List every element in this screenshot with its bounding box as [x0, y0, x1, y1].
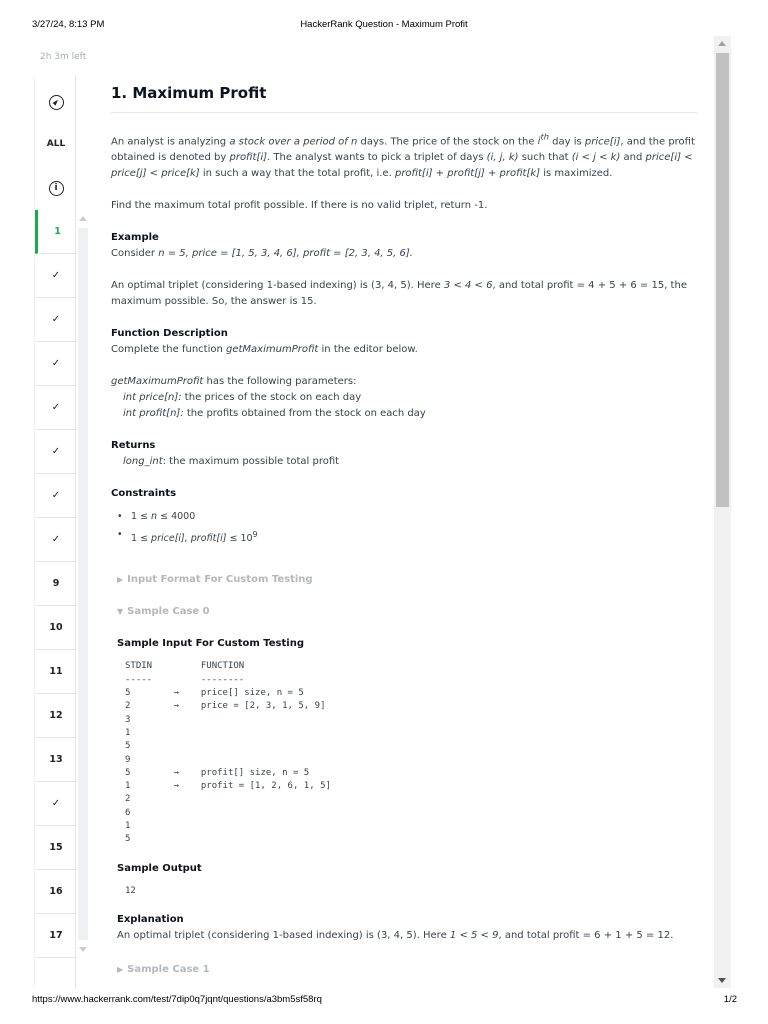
constraints-list	[111, 508, 697, 548]
question-nav-item[interactable]	[35, 562, 77, 606]
sample-case-1-toggle[interactable]	[117, 962, 697, 978]
returns-section	[111, 438, 697, 470]
question-number: 16	[49, 886, 63, 897]
parameters-section	[111, 374, 697, 422]
question-nav-item[interactable]	[35, 870, 77, 914]
constraints-heading: Constraints	[111, 488, 177, 500]
compass-icon	[49, 95, 64, 110]
parameters-intro: getMaximumProfit has the following parameters:	[111, 376, 357, 388]
triangle-right-icon: ▶	[117, 964, 124, 974]
input-format-label: Input Format For Custom Testing	[127, 574, 313, 586]
question-number: 17	[49, 930, 63, 941]
example-explanation: An optimal triplet (considering 1-based indexing) is (3, 4, 5). Here 3 < 4 < 6, and total profit = 4 + 5 + 6 = 15, the maximum possible. So, the answer is 15.	[111, 280, 687, 308]
sample-case-1-label: Sample Case 1	[127, 963, 210, 975]
print-page-number: 1/2	[723, 994, 737, 1005]
question-nav-item[interactable]	[35, 298, 77, 342]
checkmark-icon: ✓	[51, 446, 61, 457]
checkmark-icon: ✓	[51, 270, 61, 281]
checkmark-icon: ✓	[51, 358, 61, 369]
question-nav-item[interactable]	[35, 518, 77, 562]
constraint-item: • 1 ≤ price[i], profit[i] ≤ $10^9$	[117, 526, 697, 548]
function-description-heading: Function Description	[111, 328, 228, 340]
question-nav-item[interactable]	[35, 430, 77, 474]
scroll-up-icon[interactable]	[79, 216, 87, 221]
question-nav-item[interactable]	[35, 342, 77, 386]
triangle-down-icon: ▼	[117, 607, 124, 617]
constraint-item: • 1 ≤ n ≤ 4000	[117, 508, 697, 526]
question-nav-item[interactable]	[35, 210, 77, 254]
print-footer	[0, 994, 768, 1024]
sample-case-0-label: Sample Case 0	[127, 606, 210, 618]
input-format-toggle[interactable]	[117, 572, 697, 588]
question-nav-item[interactable]	[35, 474, 77, 518]
scroll-down-icon[interactable]	[718, 978, 726, 983]
question-nav-item[interactable]	[35, 650, 77, 694]
question-number: 1	[54, 226, 61, 237]
function-description-section	[111, 326, 697, 358]
checkmark-icon: ✓	[51, 402, 61, 413]
all-questions-button[interactable]	[35, 134, 77, 154]
task-statement: Find the maximum total profit possible. If there is no valid triplet, return -1.	[111, 200, 488, 212]
question-nav-item[interactable]	[35, 782, 77, 826]
print-title: HackerRank Question - Maximum Profit	[300, 19, 468, 30]
parameter-price: int price[n]: the prices of the stock on each day	[123, 392, 362, 404]
question-list	[35, 210, 77, 958]
time-left-timer: 2h 3m left	[40, 52, 87, 62]
question-nav-item[interactable]	[35, 694, 77, 738]
problem-statement: An analyst is analyzing a stock over a period of n days. The price of the stock on the $i^{th}$ day is price[i], and the profit obtained is denoted by profit[i]. The analyst wants to pick a triplet of days (i, j, k) such that (i < j < k) and price[i] < price[j] < price[k] in such a way that the total profit, i.e. profit[i] + profit[j] + profit[k] is maximized.	[111, 132, 695, 180]
sample-input-code: STDIN FUNCTION ----- -------- 5 → price[] size, n = 5 2 → price = [2, 3, 1, 5, 9] 3 1 5 9 5 → profit[] size, n = 5 1 → profit = [1, 2, 6, 1, 5] 2 6 1 5	[125, 661, 331, 845]
question-nav-item[interactable]	[35, 738, 77, 782]
sample-case-0	[111, 636, 697, 943]
print-url: https://www.hackerrank.com/test/7dip0q7jqnt/questions/a3bm5sf58rq	[32, 994, 322, 1005]
parameter-profit: int profit[n]: the profits obtained from the stock on each day	[123, 408, 426, 420]
info-button[interactable]	[35, 176, 77, 200]
constraints-section	[111, 486, 697, 548]
question-number: 9	[52, 578, 60, 589]
question-nav-item[interactable]	[35, 826, 77, 870]
sample-input-heading: Sample Input For Custom Testing	[117, 638, 304, 650]
print-header	[0, 0, 768, 40]
triangle-right-icon: ▶	[117, 575, 124, 585]
returns-heading: Returns	[111, 440, 156, 452]
info-icon: i	[49, 181, 64, 196]
sample-case-0-toggle[interactable]	[117, 604, 697, 620]
page-scroll-thumb[interactable]	[716, 53, 729, 507]
scroll-down-icon[interactable]	[79, 947, 87, 952]
checkmark-icon: ✓	[51, 490, 61, 501]
question-number: 15	[49, 842, 63, 853]
question-nav-item[interactable]	[35, 254, 77, 298]
question-nav-item[interactable]	[35, 606, 77, 650]
page-scrollbar[interactable]	[714, 36, 731, 988]
checkmark-icon: ✓	[51, 798, 61, 809]
question-title: 1. Maximum Profit	[111, 80, 697, 113]
question-number: 11	[49, 666, 63, 677]
question-number: 10	[49, 622, 63, 633]
all-questions-label: ALL	[46, 139, 66, 149]
navigator-scrollbar[interactable]	[76, 212, 90, 956]
sample-output-heading: Sample Output	[117, 862, 202, 874]
compass-button[interactable]	[35, 90, 77, 114]
question-number: 12	[49, 710, 63, 721]
example-section	[111, 230, 697, 262]
question-navigator	[34, 76, 76, 988]
scroll-up-icon[interactable]	[718, 41, 726, 46]
question-number: 13	[49, 754, 63, 765]
question-content	[111, 80, 697, 994]
print-date: 3/27/24, 8:13 PM	[32, 19, 105, 30]
explanation-heading: Explanation	[117, 913, 184, 925]
navigator-scroll-thumb[interactable]	[78, 228, 88, 940]
question-nav-item[interactable]	[35, 914, 77, 958]
checkmark-icon: ✓	[51, 314, 61, 325]
function-description-text: Complete the function getMaximumProfit in the editor below.	[111, 344, 418, 356]
example-input: Consider n = 5, price = [1, 5, 3, 4, 6], profit = [2, 3, 4, 5, 6].	[111, 248, 413, 260]
explanation-text: An optimal triplet (considering 1-based indexing) is (3, 4, 5). Here 1 < 5 < 9, and total profit = 6 + 1 + 5 = 12.	[117, 929, 674, 941]
question-nav-item[interactable]	[35, 386, 77, 430]
returns-text: long_int: the maximum possible total profit	[123, 456, 340, 468]
example-heading: Example	[111, 232, 159, 244]
checkmark-icon: ✓	[51, 534, 61, 545]
sample-output-code: 12	[125, 885, 136, 896]
